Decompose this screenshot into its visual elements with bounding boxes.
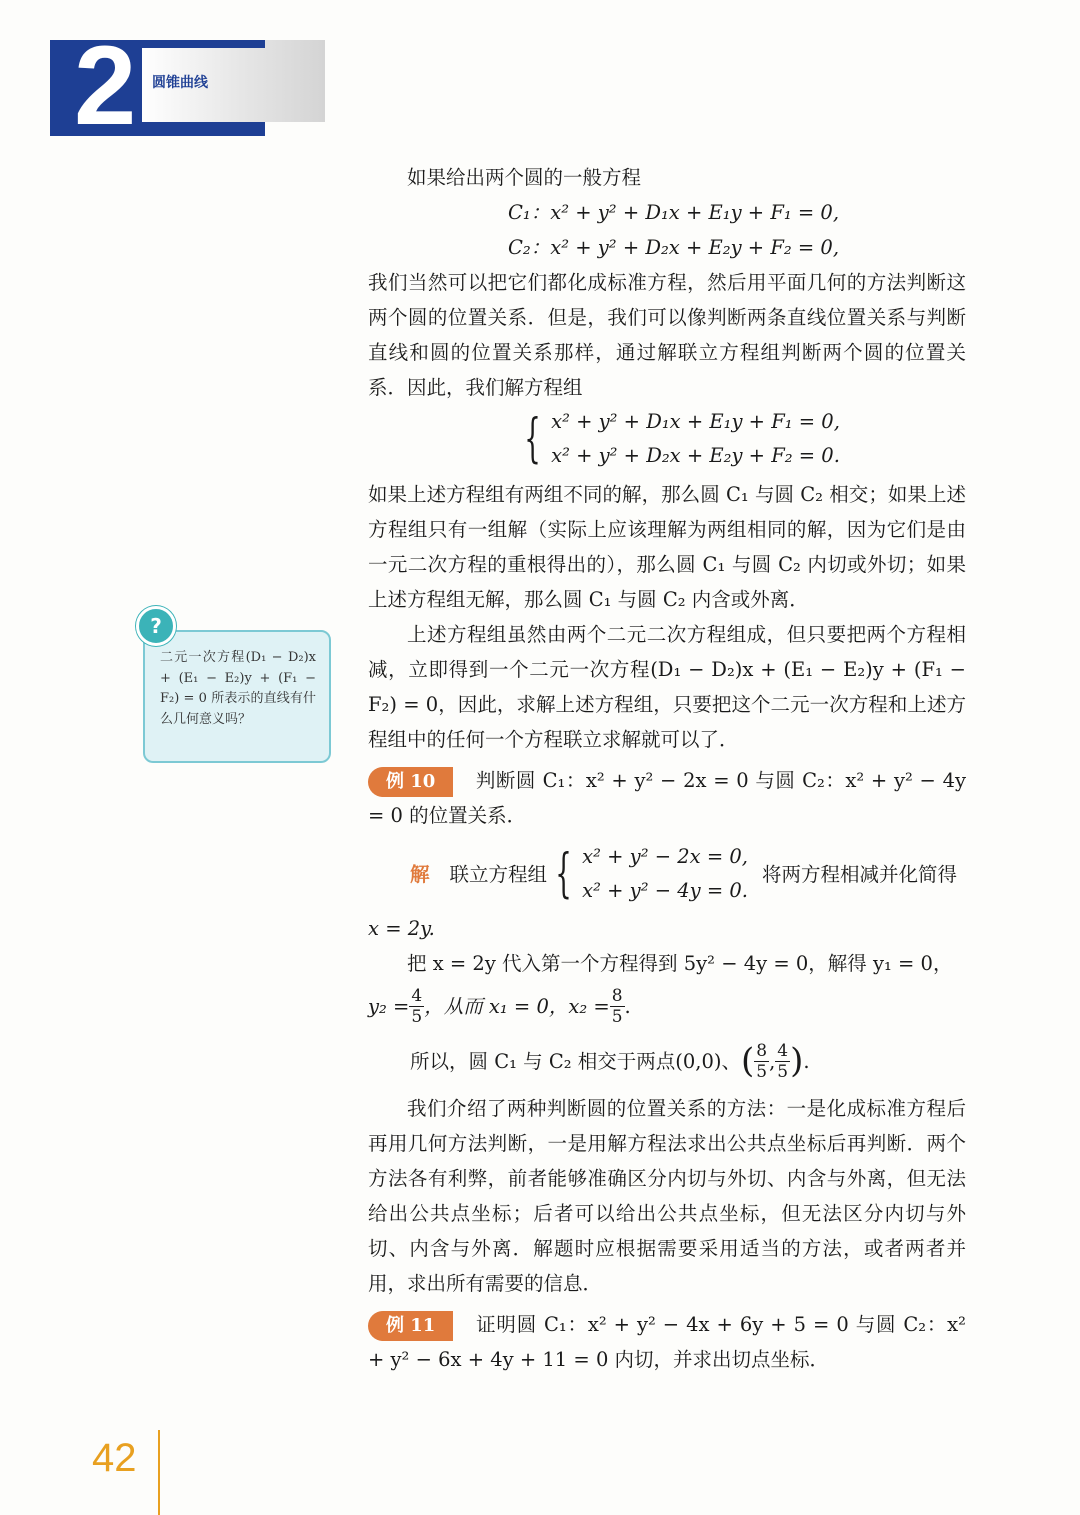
paragraph: 如果上述方程组有两组不同的解，那么圆 C₁ 与圆 C₂ 相交；如果上述方程组只有一组解（实际上应该理解为两组相同的解，因为它们是由一元二次方程的重根得出的），那么圆 C₁ 与圆 C₂ 内切或外切；如果上述方程组无解，那么圆 C₁ 与圆 C₂ 内含或外离． bbox=[368, 483, 966, 611]
example-badge: 例 11 bbox=[368, 1311, 453, 1341]
conclusion-line: 所以，圆 C₁ 与 C₂ 相交于两点(0,0)、 ( $\frac{8}{5}$ , $\frac{4}{5}$ ) . bbox=[410, 1040, 810, 1082]
system-line: x² + y² − 2x = 0, bbox=[582, 845, 748, 868]
system-line: x² + y² + D₁x + E₁y + F₁ = 0, bbox=[551, 410, 840, 433]
fraction: $\frac{4}{5}$ bbox=[411, 985, 423, 1027]
example-badge: 例 10 bbox=[368, 767, 453, 797]
equation-c1: C₁：x² + y² + D₁x + E₁y + F₁ = 0, bbox=[508, 201, 840, 224]
fraction-line: y₂ = $\frac{4}{5}$ ，从而 x₁ = 0，x₂ = $\frac{8}{5}$ . bbox=[368, 985, 631, 1027]
chapter-title: 圆锥曲线 bbox=[152, 75, 208, 91]
page-number: 42 bbox=[92, 1436, 137, 1480]
equation-c2: C₂：x² + y² + D₂x + E₂y + F₂ = 0, bbox=[508, 236, 840, 259]
solution-intro: 联立方程组 bbox=[449, 862, 548, 886]
page-number-rule bbox=[158, 1430, 160, 1515]
fraction: $\frac{8}{5}$ bbox=[611, 985, 623, 1027]
paragraph: 上述方程组虽然由两个二元二次方程组成，但只要把两个方程相减，立即得到一个二元一次方程(D₁ − D₂)x + (E₁ − E₂)y + (F₁ − F₂) = 0，因此，求解上述方程组，只要把这个二元一次方程和上述方程组中的任何一个方程联立求解就可以了． bbox=[368, 623, 966, 751]
fraction: $\frac{4}{5}$ bbox=[777, 1040, 789, 1082]
example-text: 判断圆 C₁：x² + y² − 2x = 0 与圆 C₂：x² + y² − 4y = 0 的位置关系． bbox=[368, 769, 966, 827]
solution-line: 解 联立方程组 { x² + y² − 2x = 0, x² + y² − 4y = 0. 将两方程相减并化简得 bbox=[368, 837, 966, 911]
solution-result: x = 2y. bbox=[368, 917, 435, 940]
solution-after: 将两方程相减并化简得 bbox=[762, 862, 958, 886]
paragraph: 我们介绍了两种判断圆的位置关系的方法：一是化成标准方程后再用几何方法判断，一是用解方程法求出公共点坐标后再判断．两个方法各有利弊，前者能够准确区分内切与外切、内含与外离，但无法给出公共点坐标；后者可以给出公共点坐标，但无法区分内切与外切、内含与外离．解题时应根据需要采用适当的方法，或者两者并用，求出所有需要的信息． bbox=[368, 1097, 966, 1295]
substitution-line: 把 x = 2y 代入第一个方程得到 5y² − 4y = 0，解得 y₁ = 0， bbox=[407, 952, 953, 975]
example-11 bbox=[368, 1307, 966, 1377]
equation-system: { x² + y² + D₁x + E₁y + F₁ = 0, x² + y² + D₂x + E₂y + F₂ = 0. bbox=[368, 405, 966, 477]
main-content bbox=[368, 160, 966, 1377]
solution-label: 解 bbox=[410, 862, 430, 886]
system-line: x² + y² − 4y = 0. bbox=[582, 879, 749, 902]
example-10 bbox=[368, 763, 966, 833]
sidebar-note-text: 二元一次方程(D₁ − D₂)x + (E₁ − E₂)y + (F₁ − F₂) = 0 所表示的直线有什么几何意义吗？ bbox=[160, 650, 316, 727]
paragraph: 我们当然可以把它们都化成标准方程，然后用平面几何的方法判断这两个圆的位置关系．但是，我们可以像判断两条直线位置关系与判断直线和圆的位置关系那样，通过解联立方程组判断两个圆的位置关系．因此，我们解方程组 bbox=[368, 271, 966, 399]
example-text: 证明圆 C₁：x² + y² − 4x + 6y + 5 = 0 与圆 C₂：x² + y² − 6x + 4y + 11 = 0 内切，并求出切点坐标． bbox=[368, 1313, 966, 1371]
fraction: $\frac{8}{5}$ bbox=[756, 1040, 768, 1082]
system-line: x² + y² + D₂x + E₂y + F₂ = 0. bbox=[551, 444, 840, 467]
chapter-number: 2 bbox=[74, 23, 137, 148]
paragraph: 如果给出两个圆的一般方程 bbox=[407, 166, 642, 189]
question-icon: ? bbox=[136, 606, 176, 646]
